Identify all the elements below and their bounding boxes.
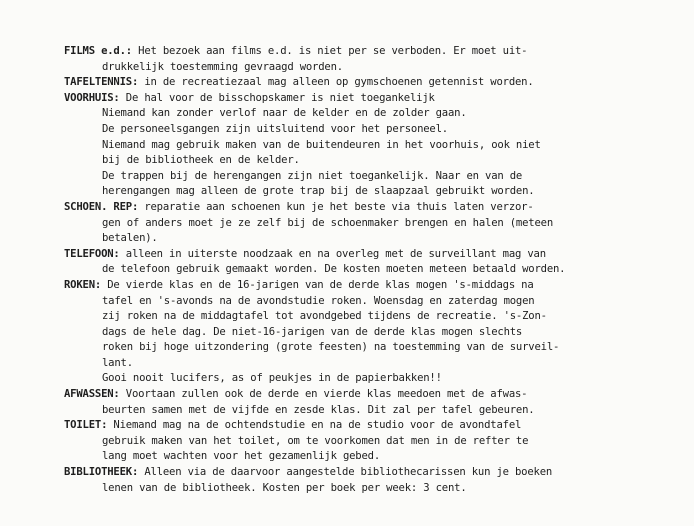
roken-heading: ROKEN: <box>64 278 102 291</box>
schoenrep-text: reparatie aan schoenen kun je het beste via thuis laten verzor- <box>138 200 534 213</box>
schoenrep-line-1 <box>64 200 686 216</box>
tafeltennis-line <box>64 75 686 91</box>
telefoon-line-2: de telefoon gebruik gemaakt worden. De kosten moeten meteen betaald worden. <box>102 263 566 276</box>
roken-line-3: zij roken na de middagtafel tot avondgebed tijdens de recreatie. 's-Zon- <box>102 310 547 323</box>
voorhuis-line-3: De personeelsgangen zijn uitsluitend voor het personeel. <box>102 122 448 135</box>
tafeltennis-heading: TAFELTENNIS: <box>64 76 139 89</box>
toilet-text: Niemand mag na de ochtendstudie en na de studio voor de avondtafel <box>107 419 522 432</box>
toilet-line-2: gebruik maken van het toilet, om te voorkomen dat men in de refter te <box>102 434 529 447</box>
voorhuis-line-4: Niemand mag gebruik maken van de buitendeuren in het voorhuis, ook niet <box>102 138 541 151</box>
voorhuis-text: De hal voor de bisschopskamer is niet toegankelijk <box>119 91 435 104</box>
roken-line-2: tafel en 's-avonds na de avondstudie roken. Woensdag en zaterdag mogen <box>102 294 535 307</box>
films-text: Het bezoek aan films e.d. is niet per se verboden. Er moet uit- <box>131 45 528 57</box>
schoenrep-heading: SCHOEN. REP: <box>64 200 139 213</box>
bibliotheek-line-2: lenen van de bibliotheek. Kosten per boek per week: 3 cent. <box>102 481 467 494</box>
toilet-line-3: lang moet wachten voor het gezamenlijk gebed. <box>102 450 381 463</box>
voorhuis-line-1 <box>64 91 686 107</box>
voorhuis-line-6: De trappen bij de herengangen zijn niet toegankelijk. Naar en van de <box>102 169 523 182</box>
afwassen-text: Voortaan zullen ook de derde en vierde klas meedoen met de afwas- <box>119 388 528 401</box>
roken-line-7: Gooi nooit lucifers, as of peukjes in de papierbakken!! <box>102 372 442 385</box>
telefoon-heading: TELEFOON: <box>64 247 120 260</box>
films-line-1 <box>64 44 686 60</box>
toilet-line-1 <box>64 418 686 434</box>
voorhuis-line-5: bij de bibliotheek en de kelder. <box>102 154 300 167</box>
toilet-heading: TOILET: <box>64 419 108 432</box>
bibliotheek-text: Alleen via de daarvoor aangestelde bibliothecarissen kun je boeken <box>138 466 553 479</box>
afwassen-heading: AFWASSEN: <box>64 388 120 401</box>
roken-line-4: dags de hele dag. De niet-16-jarigen van de derde klas mogen slechts <box>102 325 523 338</box>
bibliotheek-line-1 <box>64 465 686 481</box>
roken-text: De vierde klas en de 16-jarigen van de derde klas mogen 's-middags na <box>101 278 534 291</box>
bibliotheek-heading: BIBLIOTHEEK: <box>64 466 139 479</box>
telefoon-line-1 <box>64 247 686 263</box>
roken-line-5: roken bij hoge uitzondering (grote feesten) na toestemming van de surveil- <box>102 341 560 354</box>
voorhuis-line-2: Niemand kan zonder verlof naar de kelder en de zolder gaan. <box>102 107 467 120</box>
rules-document <box>64 44 686 496</box>
tafeltennis-text: in de recreatiezaal mag alleen op gymschoenen getennist worden. <box>138 76 534 89</box>
voorhuis-heading: VOORHUIS: <box>64 91 120 104</box>
films-line-2: drukkelijk toestemming gevraagd worden. <box>102 60 343 73</box>
afwassen-line-1 <box>64 387 686 403</box>
roken-line-1 <box>64 278 686 294</box>
voorhuis-line-7: herengangen mag alleen de grote trap bij de slaapzaal gebruikt worden. <box>102 185 535 198</box>
schoenrep-line-2: gen of anders moet je ze zelf bij de schoenmaker brengen en halen (meteen <box>102 216 553 229</box>
telefoon-text: alleen in uiterste noodzaak en na overleg met de surveillant mag van <box>119 247 546 260</box>
roken-line-6: lant. <box>102 356 133 369</box>
schoenrep-line-3: betalen). <box>102 232 158 245</box>
afwassen-line-2: beurten samen met de vijfde en zesde klas. Dit zal per tafel gebeuren. <box>102 403 535 416</box>
films-heading: FILMS e.d.: <box>64 45 132 57</box>
